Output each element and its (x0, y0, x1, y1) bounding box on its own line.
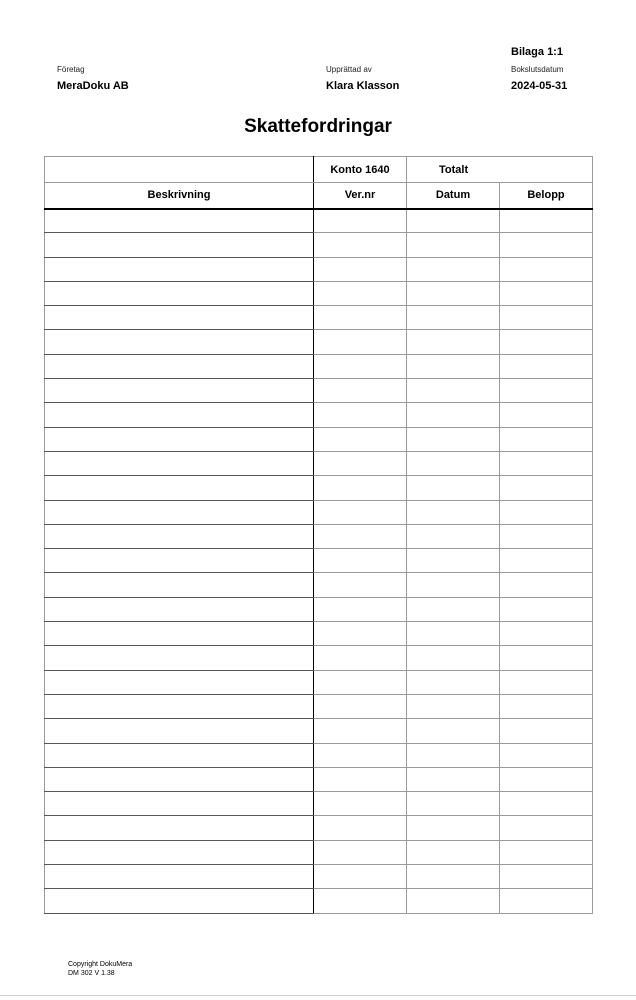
date-cell[interactable] (407, 865, 500, 889)
amount-cell[interactable] (500, 524, 593, 548)
date-cell[interactable] (407, 500, 500, 524)
voucher-cell[interactable] (314, 840, 407, 864)
table-row (45, 646, 593, 670)
date-cell[interactable] (407, 476, 500, 500)
prepared-by-label: Upprättad av (326, 65, 372, 74)
amount-cell[interactable] (500, 646, 593, 670)
description-cell[interactable] (45, 330, 314, 354)
description-cell[interactable] (45, 865, 314, 889)
voucher-cell[interactable] (314, 476, 407, 500)
page-title: Skattefordringar (244, 116, 392, 137)
voucher-cell[interactable] (314, 451, 407, 475)
description-cell[interactable] (45, 670, 314, 694)
copyright-notice (68, 960, 132, 978)
closing-date-label: Bokslutsdatum (511, 65, 564, 74)
voucher-cell[interactable] (314, 622, 407, 646)
voucher-cell[interactable] (314, 233, 407, 257)
version-text: DM 302 V 1.38 (68, 970, 115, 977)
table-row (45, 354, 593, 378)
table-row (45, 476, 593, 500)
description-cell[interactable] (45, 233, 314, 257)
voucher-cell[interactable] (314, 379, 407, 403)
table-row (45, 427, 593, 451)
description-cell[interactable] (45, 403, 314, 427)
date-cell[interactable] (407, 549, 500, 573)
amount-cell[interactable] (500, 597, 593, 621)
date-cell[interactable] (407, 330, 500, 354)
amount-cell[interactable] (500, 792, 593, 816)
table-row (45, 792, 593, 816)
table-row (45, 719, 593, 743)
table-row (45, 597, 593, 621)
amount-cell[interactable] (500, 622, 593, 646)
amount-cell[interactable] (500, 233, 593, 257)
voucher-cell[interactable] (314, 427, 407, 451)
date-cell[interactable] (407, 840, 500, 864)
column-header-description: Beskrivning (45, 183, 314, 209)
date-cell[interactable] (407, 233, 500, 257)
description-cell[interactable] (45, 306, 314, 330)
amount-cell[interactable] (500, 500, 593, 524)
column-header-voucher: Ver.nr (314, 183, 407, 209)
description-cell[interactable] (45, 257, 314, 281)
amount-cell[interactable] (500, 889, 593, 913)
date-cell[interactable] (407, 622, 500, 646)
date-cell[interactable] (407, 597, 500, 621)
table-row (45, 549, 593, 573)
voucher-cell[interactable] (314, 694, 407, 718)
voucher-cell[interactable] (314, 865, 407, 889)
amount-cell[interactable] (500, 743, 593, 767)
table-row (45, 233, 593, 257)
table-row (45, 306, 593, 330)
table-row (45, 257, 593, 281)
account-label: Konto 1640 (314, 157, 407, 183)
table-row (45, 670, 593, 694)
amount-cell[interactable] (500, 549, 593, 573)
table-row (45, 840, 593, 864)
table-row (45, 524, 593, 548)
amount-cell[interactable] (500, 257, 593, 281)
description-cell[interactable] (45, 573, 314, 597)
total-label: Totalt (407, 157, 593, 183)
date-cell[interactable] (407, 306, 500, 330)
description-cell[interactable] (45, 476, 314, 500)
company-label: Företag (57, 65, 85, 74)
amount-cell[interactable] (500, 379, 593, 403)
description-cell[interactable] (45, 524, 314, 548)
voucher-cell[interactable] (314, 403, 407, 427)
amount-cell[interactable] (500, 840, 593, 864)
voucher-cell[interactable] (314, 597, 407, 621)
amount-cell[interactable] (500, 281, 593, 305)
table-row (45, 622, 593, 646)
date-cell[interactable] (407, 257, 500, 281)
voucher-cell[interactable] (314, 330, 407, 354)
table-header-columns-row (45, 183, 593, 209)
table-row (45, 816, 593, 840)
table-row (45, 330, 593, 354)
description-cell[interactable] (45, 209, 314, 233)
ledger-table (44, 156, 593, 914)
description-cell[interactable] (45, 840, 314, 864)
description-cell[interactable] (45, 622, 314, 646)
description-cell[interactable] (45, 500, 314, 524)
date-cell[interactable] (407, 889, 500, 913)
header-blank-cell (45, 157, 314, 183)
column-header-date: Datum (407, 183, 500, 209)
date-cell[interactable] (407, 379, 500, 403)
description-cell[interactable] (45, 379, 314, 403)
amount-cell[interactable] (500, 451, 593, 475)
description-cell[interactable] (45, 281, 314, 305)
voucher-cell[interactable] (314, 743, 407, 767)
page-bottom-divider (0, 995, 636, 996)
description-cell[interactable] (45, 597, 314, 621)
table-row (45, 451, 593, 475)
amount-cell[interactable] (500, 330, 593, 354)
description-cell[interactable] (45, 767, 314, 791)
date-cell[interactable] (407, 209, 500, 233)
voucher-cell[interactable] (314, 719, 407, 743)
table-row (45, 500, 593, 524)
amount-cell[interactable] (500, 427, 593, 451)
date-cell[interactable] (407, 427, 500, 451)
attachment-number: Bilaga 1:1 (511, 46, 563, 58)
date-cell[interactable] (407, 743, 500, 767)
company-value: MeraDoku AB (57, 80, 129, 92)
amount-cell[interactable] (500, 306, 593, 330)
date-cell[interactable] (407, 403, 500, 427)
voucher-cell[interactable] (314, 524, 407, 548)
description-cell[interactable] (45, 451, 314, 475)
date-cell[interactable] (407, 451, 500, 475)
description-cell[interactable] (45, 427, 314, 451)
table-row (45, 743, 593, 767)
table-row (45, 209, 593, 233)
amount-cell[interactable] (500, 476, 593, 500)
voucher-cell[interactable] (314, 670, 407, 694)
date-cell[interactable] (407, 792, 500, 816)
description-cell[interactable] (45, 816, 314, 840)
date-cell[interactable] (407, 646, 500, 670)
voucher-cell[interactable] (314, 209, 407, 233)
amount-cell[interactable] (500, 865, 593, 889)
amount-cell[interactable] (500, 209, 593, 233)
voucher-cell[interactable] (314, 792, 407, 816)
amount-cell[interactable] (500, 767, 593, 791)
table-row (45, 281, 593, 305)
table-row (45, 865, 593, 889)
amount-cell[interactable] (500, 670, 593, 694)
date-cell[interactable] (407, 573, 500, 597)
voucher-cell[interactable] (314, 889, 407, 913)
voucher-cell[interactable] (314, 573, 407, 597)
voucher-cell[interactable] (314, 354, 407, 378)
voucher-cell[interactable] (314, 306, 407, 330)
amount-cell[interactable] (500, 403, 593, 427)
table-header-account-row (45, 157, 593, 183)
table-row (45, 767, 593, 791)
voucher-cell[interactable] (314, 816, 407, 840)
amount-cell[interactable] (500, 354, 593, 378)
date-cell[interactable] (407, 670, 500, 694)
voucher-cell[interactable] (314, 500, 407, 524)
description-cell[interactable] (45, 354, 314, 378)
amount-cell[interactable] (500, 719, 593, 743)
description-cell[interactable] (45, 646, 314, 670)
date-cell[interactable] (407, 694, 500, 718)
description-cell[interactable] (45, 889, 314, 913)
table-row (45, 889, 593, 913)
voucher-cell[interactable] (314, 767, 407, 791)
amount-cell[interactable] (500, 573, 593, 597)
table-row (45, 379, 593, 403)
copyright-text: Copyright DokuMera (68, 961, 133, 968)
date-cell[interactable] (407, 281, 500, 305)
date-cell[interactable] (407, 816, 500, 840)
description-cell[interactable] (45, 719, 314, 743)
description-cell[interactable] (45, 549, 314, 573)
description-cell[interactable] (45, 694, 314, 718)
table-row (45, 694, 593, 718)
table-row (45, 573, 593, 597)
voucher-cell[interactable] (314, 257, 407, 281)
voucher-cell[interactable] (314, 281, 407, 305)
date-cell[interactable] (407, 524, 500, 548)
voucher-cell[interactable] (314, 646, 407, 670)
description-cell[interactable] (45, 792, 314, 816)
voucher-cell[interactable] (314, 549, 407, 573)
amount-cell[interactable] (500, 694, 593, 718)
column-header-amount: Belopp (500, 183, 593, 209)
prepared-by-value: Klara Klasson (326, 80, 400, 92)
closing-date-value: 2024-05-31 (511, 80, 568, 92)
table-row (45, 403, 593, 427)
date-cell[interactable] (407, 354, 500, 378)
description-cell[interactable] (45, 743, 314, 767)
date-cell[interactable] (407, 767, 500, 791)
date-cell[interactable] (407, 719, 500, 743)
amount-cell[interactable] (500, 816, 593, 840)
